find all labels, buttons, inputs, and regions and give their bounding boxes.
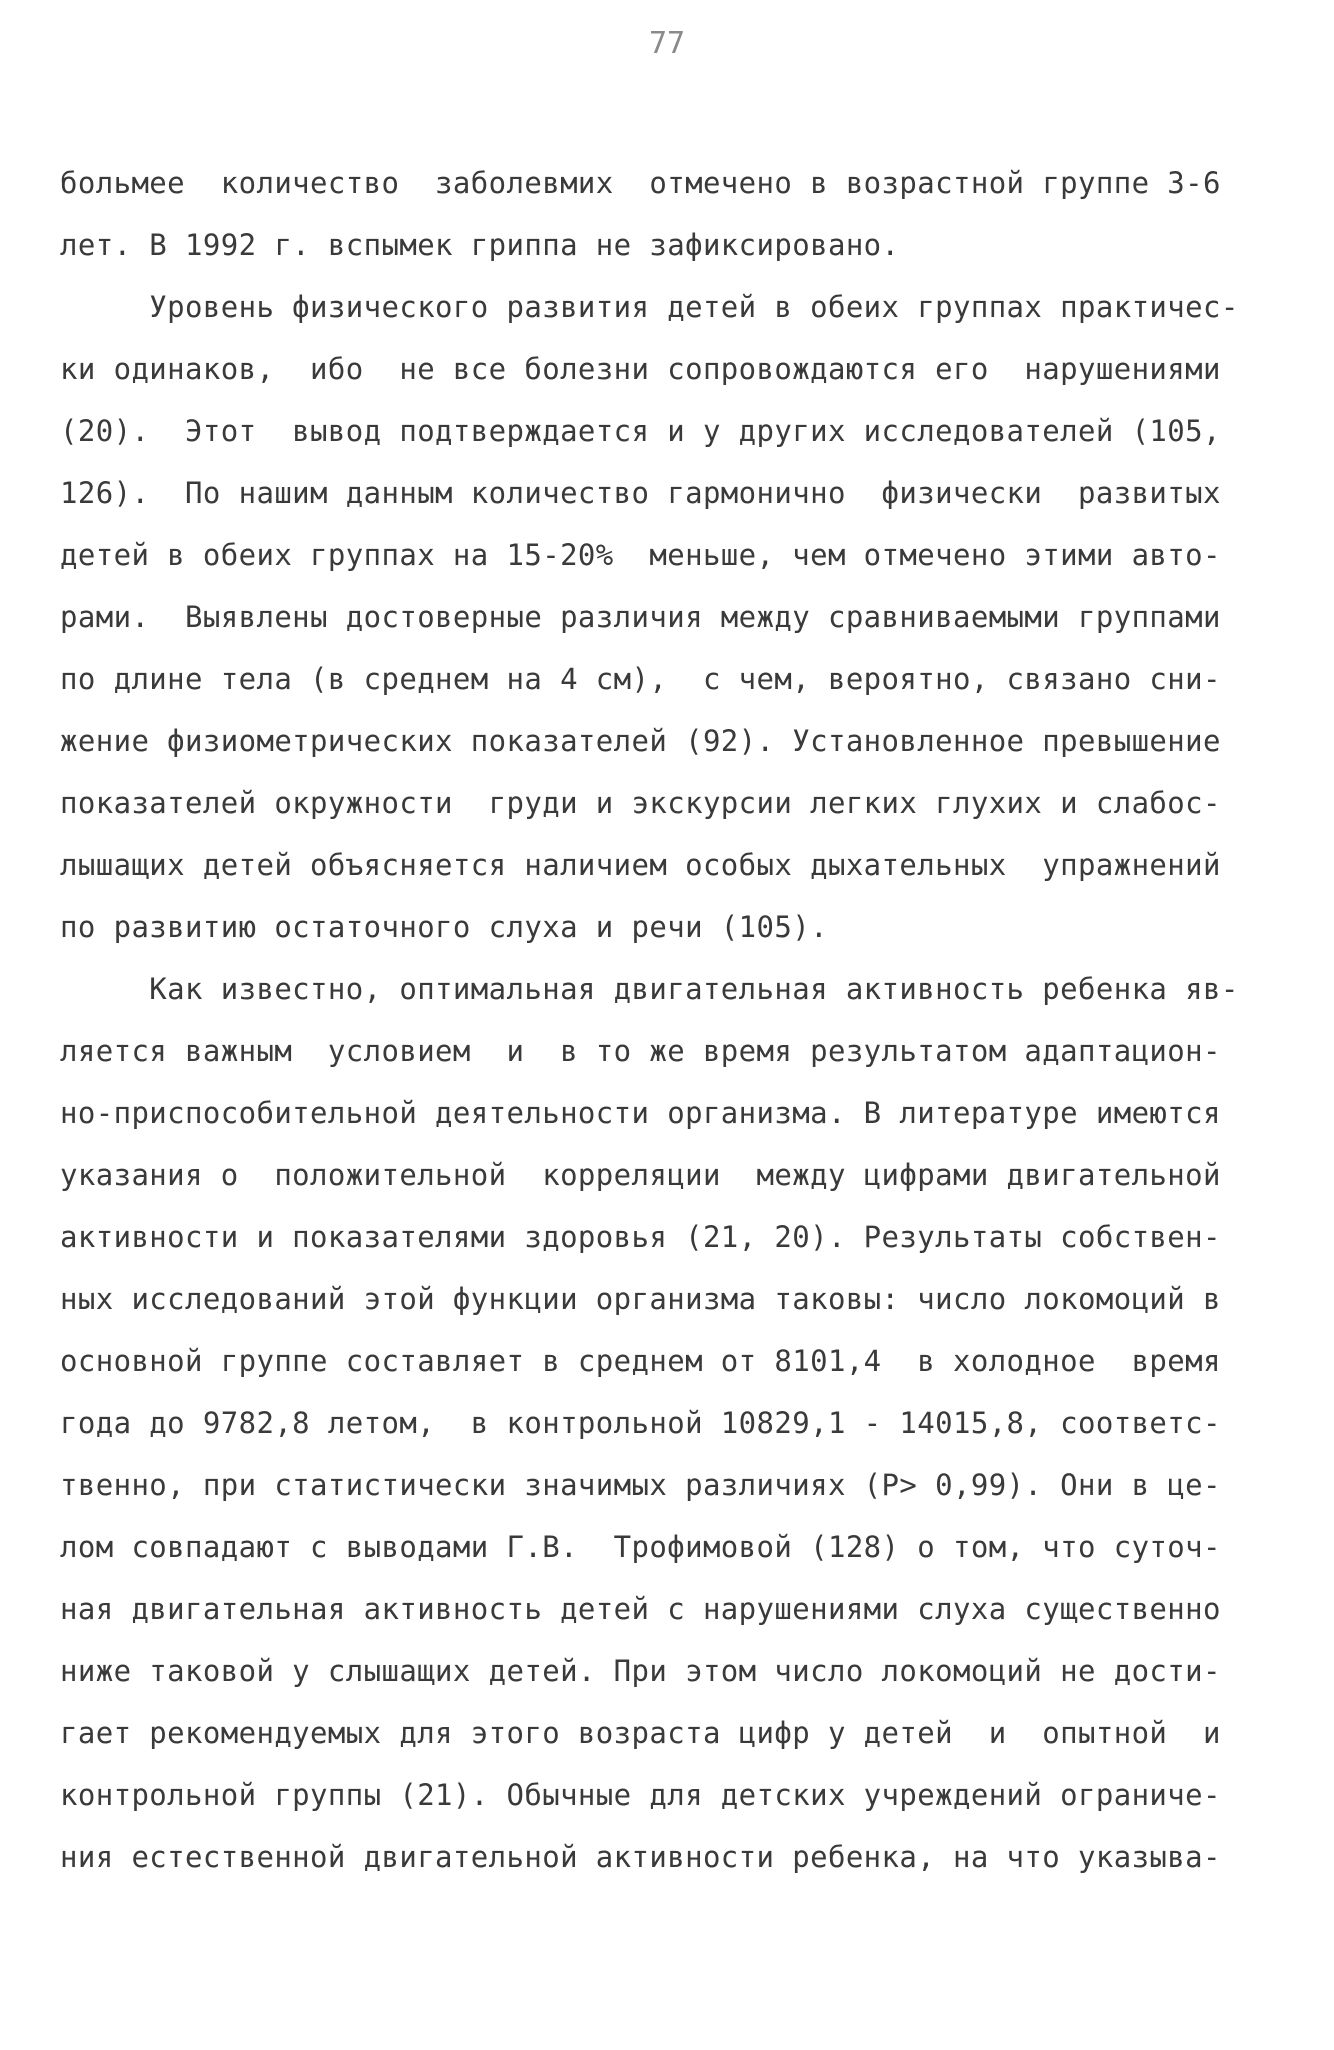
text-line: лом совпадают с выводами Г.В. Трофимовой (128) о том, что суточ- xyxy=(60,1530,1221,1564)
text-line: по длине тела (в среднем на 4 см), с чем, вероятно, связано сни- xyxy=(60,662,1221,696)
text-line: (20). Этот вывод подтверждается и у других исследователей (105, xyxy=(60,414,1221,448)
text-line: ниже таковой у слышащих детей. При этом число локомоций не дости- xyxy=(60,1654,1221,1688)
text-line: ки одинаков, ибо не все болезни сопровождаются его нарушениями xyxy=(60,352,1221,386)
text-line: ных исследований этой функции организма таковы: число локомоций в xyxy=(60,1282,1221,1316)
text-line: контрольной группы (21). Обычные для детских учреждений ограниче- xyxy=(60,1778,1221,1812)
text-line: ная двигательная активность детей с нарушениями слуха существенно xyxy=(60,1592,1221,1626)
text-line: 126). По нашим данным количество гармонично физически развитых xyxy=(60,476,1221,510)
text-line: жение физиометрических показателей (92). Установленное превышение xyxy=(60,724,1221,758)
text-line: твенно, при статистически значимых различиях (Р> 0,99). Они в це- xyxy=(60,1468,1221,1502)
text-line: рами. Выявлены достоверные различия между сравниваемыми группами xyxy=(60,600,1221,634)
text-line: Уровень физического развития детей в обеих группах практичес- xyxy=(60,290,1239,324)
text-line: активности и показателями здоровья (21, 20). Результаты собствен- xyxy=(60,1220,1221,1254)
text-line: но-приспособительной деятельности организма. В литературе имеются xyxy=(60,1096,1221,1130)
text-line: гает рекомендуемых для этого возраста цифр у детей и опытной и xyxy=(60,1716,1221,1750)
text-line: лышащих детей объясняется наличием особых дыхательных упражнений xyxy=(60,848,1221,882)
body-text xyxy=(60,152,1280,1888)
text-line: года до 9782,8 летом, в контрольной 10829,1 - 14015,8, соответс- xyxy=(60,1406,1221,1440)
text-line: детей в обеих группах на 15-20% меньше, чем отмечено этими авто- xyxy=(60,538,1221,572)
text-line: больмее количество заболевмих отмечено в возрастной группе 3-6 xyxy=(60,166,1221,200)
text-line: основной группе составляет в среднем от 8101,4 в холодное время xyxy=(60,1344,1221,1378)
text-line: ляется важным условием и в то же время результатом адаптацион- xyxy=(60,1034,1221,1068)
text-line: по развитию остаточного слуха и речи (105). xyxy=(60,910,828,944)
text-line: Как известно, оптимальная двигательная активность ребенка яв- xyxy=(60,972,1239,1006)
text-line: ния естественной двигательной активности ребенка, на что указыва- xyxy=(60,1840,1221,1874)
text-line: лет. В 1992 г. вспымек гриппа не зафиксировано. xyxy=(60,228,900,262)
text-line: указания о положительной корреляции между цифрами двигательной xyxy=(60,1158,1221,1192)
page-number: 77 xyxy=(648,26,686,61)
text-line: показателей окружности груди и экскурсии легких глухих и слабос- xyxy=(60,786,1221,820)
